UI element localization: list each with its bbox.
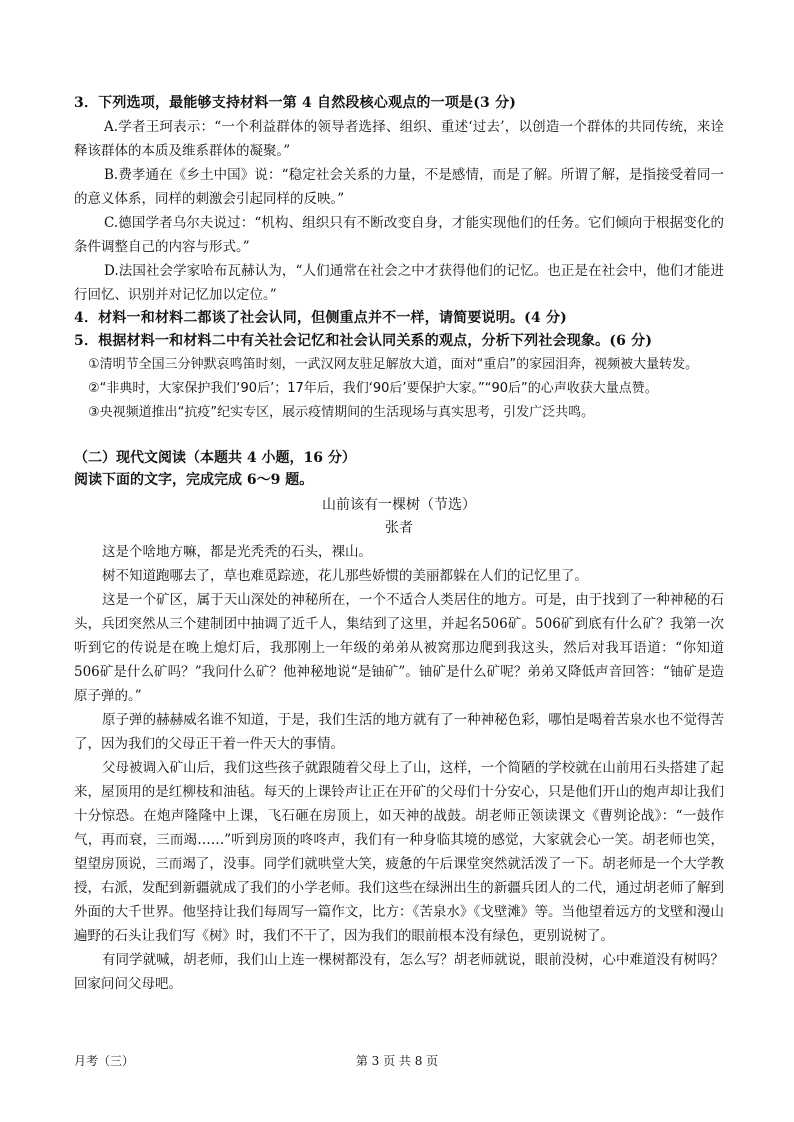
question-5-item-2: ②“非典时，大家保护我们‘90后’；17年后，我们‘90后’要保护大家。”“90后”的心声收获大量点赞。 bbox=[88, 381, 658, 396]
question-3-option-c: C.德国学者乌尔夫说过：“机构、组织只有不断改变自身，才能实现他们的任务。它们倾向于根据变化的条件调整自己的内容与形式。” bbox=[74, 215, 724, 255]
question-5-item-1: ①清明节全国三分钟默哀鸣笛时刻，一武汉网友驻足解放大道，面对“重启”的家园泪奔，视频被大量转发。 bbox=[88, 357, 699, 372]
exam-page bbox=[74, 92, 724, 996]
section-heading: （二）现代文阅读（本题共 4 小题，16 分） bbox=[74, 450, 356, 466]
section-instruction: 阅读下面的文字，完成完成 6～9 题。 bbox=[74, 472, 314, 488]
article-paragraph: 这是个啥地方嘛，都是光秃秃的石头，裸山。 bbox=[102, 544, 372, 560]
section-gap bbox=[74, 425, 724, 447]
article-title: 山前该有一棵树（节选） bbox=[322, 497, 476, 513]
article-paragraph: 有同学就喊，胡老师，我们山上连一棵树都没有，怎么写？胡老师就说，眼前没树，心中难道没有树吗？回家问问父母吧。 bbox=[74, 952, 724, 992]
question-5-item-3: ③央视频道推出“抗疫”纪实专区，展示疫情期间的生活现场与真实思考，引发广泛共鸣。 bbox=[88, 405, 595, 420]
question-5-stem: 5．根据材料一和材料二中有关社会记忆和社会认同关系的观点，分析下列社会现象。(6 分) bbox=[74, 333, 653, 349]
question-4: 4．材料一和材料二都谈了社会认同，但侧重点并不一样，请简要说明。(4 分) bbox=[74, 310, 568, 326]
article-author: 张者 bbox=[385, 520, 413, 536]
article-paragraph: 父母被调入矿山后，我们这些孩子就跟随着父母上了山，这样，一个简陋的学校就在山前用石头搭建了起来，屋顶用的是红柳枝和油毡。每天的上课铃声让正在开矿的父母们十分安心，只是他们开山的炮声却让我们十分惊恐。在炮声隆隆中上课，飞石砸在房顶上，如天神的战鼓。胡老师正领读课文《曹刿论战》：“一鼓作气，再而衰，三而竭……”听到房顶的咚咚声，我们有一种身临其境的感觉，大家就会心一笑。胡老师也笑，望望房顶说，三而竭了，没事。同学们就哄堂大笑，疲惫的午后课堂突然就活泼了一下。胡老师是一个大学教授，右派，发配到新疆就成了我们的小学老师。我们这些在绿洲出生的新疆兵团人的二代，通过胡老师了解到外面的大千世界。他坚持让我们每周写一篇作文，比方：《苦泉水》《戈壁滩》等。当他望着远方的戈壁和漫山遍野的石头让我们写《树》时，我们不干了，因为我们的眼前根本没有绿色，更别说树了。 bbox=[74, 760, 724, 944]
question-3-option-a: A.学者王珂表示：“一个利益群体的领导者选择、组织、重述‘过去’，以创造一个群体的共同传统，来诠释该群体的本质及维系群体的凝聚。” bbox=[74, 119, 724, 159]
article-paragraph: 这是一个矿区，属于天山深处的神秘所在，一个不适合人类居住的地方。可是，由于找到了一种神秘的石头，兵团突然从三个建制团中抽调了近千人，集结到了这里，并起名506矿。506矿到底有什么矿？我第一次听到它的传说是在晚上熄灯后，我那刚上一年级的弟弟从被窝那边爬到我这头，然后对我耳语道：“你知道506矿是什么矿吗？”我问什么矿？他神秘地说“是铀矿”。铀矿是什么矿呢？弟弟又降低声音回答：“铀矿是造原子弹的。” bbox=[74, 592, 724, 704]
question-3-option-b: B.费孝通在《乡土中国》说：“稳定社会关系的力量，不是感情，而是了解。所谓了解，是指接受着同一的意义体系，同样的刺激会引起同样的反映。” bbox=[74, 167, 724, 207]
footer-page-number: 第 3 页 共 8 页 bbox=[355, 1054, 439, 1068]
question-3-stem: 3．下列选项，最能够支持材料一第 4 自然段核心观点的一项是(3 分) bbox=[74, 95, 517, 111]
footer-exam-name: 月考（三） bbox=[74, 1054, 135, 1068]
question-3-option-d: D.法国社会学家哈布瓦赫认为，“人们通常在社会之中才获得他们的记忆。也正是在社会中，他们才能进行回忆、识别并对记忆加以定位。” bbox=[74, 263, 724, 303]
article-paragraph: 原子弹的赫赫威名谁不知道，于是，我们生活的地方就有了一种神秘色彩，哪怕是喝着苦泉水也不觉得苦了，因为我们的父母正干着一件天大的事情。 bbox=[74, 712, 724, 752]
article-paragraph: 树不知道跑哪去了，草也难觅踪迹，花儿那些娇惯的美丽都躲在人们的记忆里了。 bbox=[102, 568, 588, 584]
